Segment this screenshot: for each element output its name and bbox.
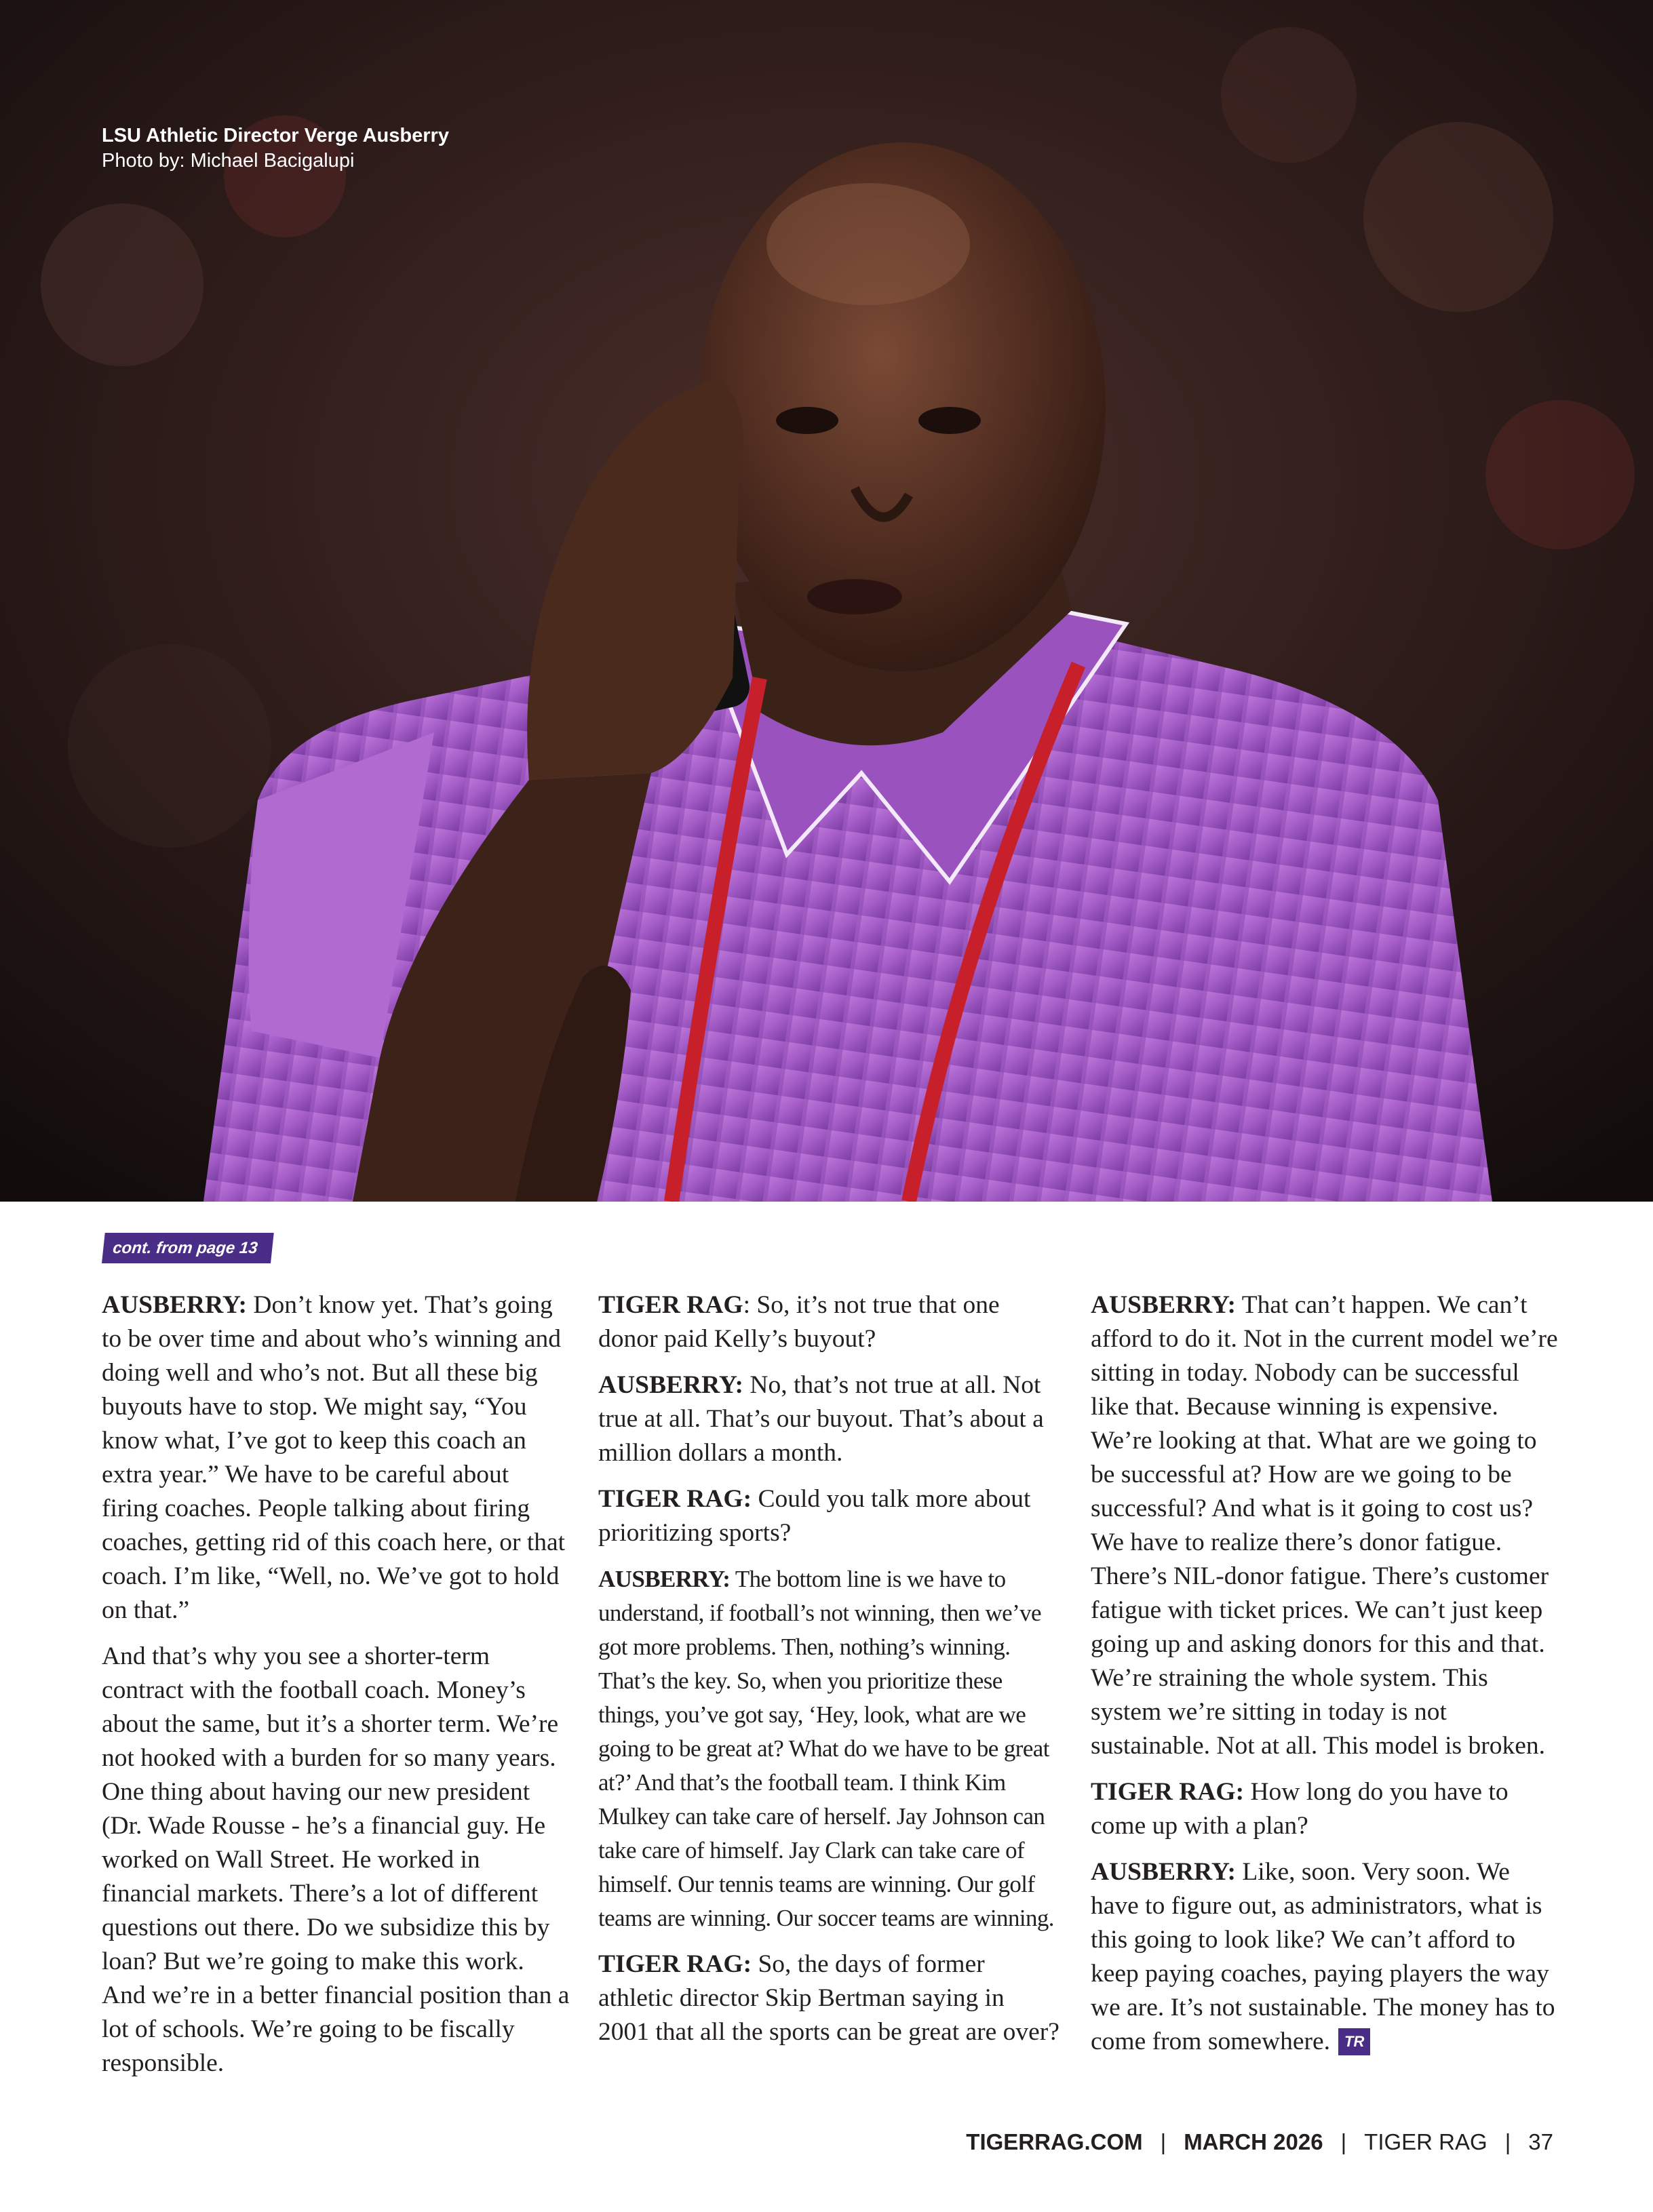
footer-issue: MARCH 2026 xyxy=(1184,2129,1323,2154)
footer-separator: | xyxy=(1504,2129,1511,2154)
caption-title: LSU Athletic Director Verge Ausberry xyxy=(102,125,449,146)
paragraph-text: Could you talk more about prioritizing sports? xyxy=(598,1485,1031,1547)
continued-tag: cont. from page 13 xyxy=(102,1233,274,1263)
paragraph xyxy=(598,1368,1059,1470)
paragraph xyxy=(598,1482,1059,1550)
speaker: AUSBERRY: xyxy=(598,1566,731,1592)
paragraph xyxy=(1091,1855,1559,2059)
paragraph-text: So, the days of former athletic director Skip Bertman saying in 2001 that all the sports can be great are over? xyxy=(598,1950,1059,2046)
paragraph xyxy=(1091,1288,1559,1763)
footer-site: TIGERRAG.COM xyxy=(966,2129,1143,2154)
speaker: AUSBERRY: xyxy=(1091,1858,1237,1886)
speaker: TIGER RAG: xyxy=(598,1485,752,1513)
speaker: TIGER RAG xyxy=(598,1291,743,1319)
paragraph xyxy=(102,1640,570,2080)
paragraph-text: : So, it’s not true that one donor paid Kelly’s buyout? xyxy=(598,1291,1000,1353)
footer-separator: | xyxy=(1160,2129,1167,2154)
speaker: TIGER RAG: xyxy=(1091,1778,1245,1806)
paragraph-text: The bottom line is we have to understand, if football’s not winning, then we’ve got more problems. Then, nothing’s winning. That’s the key. So, when you prioritize these things, you’ve got say, ‘Hey, look, what are we going to be great at? What do we have to be great at?’ And that’s the football team. I think Kim Mulkey can take care of herself. Jay Johnson can take care of himself. Jay Clark can take care of himself. Our tennis teams are winning. Our golf teams are winning. Our soccer teams are winning. xyxy=(598,1566,1054,1931)
page-footer xyxy=(966,2129,1553,2155)
paragraph-text: That can’t happen. We can’t afford to do it. Not in the current model we’re sitting in today. Nobody can be successful like that. Because winning is expensive. We’re looking at that. What are we going to be successful at? How are we going to be successful? And what is it going to cost us? We have to realize there’s donor fatigue. There’s NIL-donor fatigue. There’s customer fatigue with ticket prices. We can’t just keep going up and asking donors for this and that. We’re straining the whole system. This system we’re sitting in today is not sustainable. Not at all. This model is broken. xyxy=(1091,1291,1558,1760)
paragraph xyxy=(598,1562,1059,1935)
paragraph-text: Like, soon. Very soon. We have to figure out, as administrators, what is this going to look like? We can’t afford to keep paying coaches, paying players the way we are. It’s not sustainable. The money has to come from somewhere. xyxy=(1091,1858,1555,2055)
caption-credit: Photo by: Michael Bacigalupi xyxy=(102,150,355,172)
paragraph xyxy=(598,1948,1059,2049)
paragraph-text: How long do you have to come up with a plan? xyxy=(1091,1778,1509,1840)
paragraph-text: And that’s why you see a shorter-term contract with the football coach. Money’s about the same, but it’s a shorter term. We’re not hooked with a burden for so many years. One thing about having our new president (Dr. Wade Rousse - he’s a financial guy. He worked on Wall Street. He worked in financial markets. There’s a lot of different questions out there. Do we subsidize this by loan? But we’re going to make this work. And we’re in a better financial position than a lot of schools. We’re going to be fiscally responsible. xyxy=(102,1642,570,2077)
speaker: TIGER RAG: xyxy=(598,1950,752,1978)
paragraph xyxy=(1091,1775,1559,1843)
column-3 xyxy=(1091,1288,1559,2071)
paragraph-text: No, that’s not true at all. Not true at all. That’s our buyout. That’s about a million dollars a month. xyxy=(598,1371,1044,1467)
paragraph-text: Don’t know yet. That’s going to be over time and about who’s winning and doing well and who’s not. But all these big buyouts have to stop. We might say, “You know what, I’ve got to keep this coach an extra year.” We have to be careful about firing coaches. People talking about firing coaches, getting rid of this coach here, or that coach. I’m like, “Well, no. We’ve got to hold on that.” xyxy=(102,1291,566,1624)
paragraph xyxy=(598,1288,1059,1356)
end-mark-icon: TR xyxy=(1338,2028,1370,2055)
photo-caption xyxy=(102,123,449,174)
speaker: AUSBERRY: xyxy=(598,1371,744,1399)
footer-separator: | xyxy=(1340,2129,1347,2154)
page-number: 37 xyxy=(1528,2129,1553,2154)
speaker: AUSBERRY: xyxy=(102,1291,248,1319)
paragraph xyxy=(102,1288,570,1627)
footer-magazine: TIGER RAG xyxy=(1364,2129,1487,2154)
column-1 xyxy=(102,1288,570,2093)
column-2 xyxy=(598,1288,1059,2061)
speaker: AUSBERRY: xyxy=(1091,1291,1237,1319)
